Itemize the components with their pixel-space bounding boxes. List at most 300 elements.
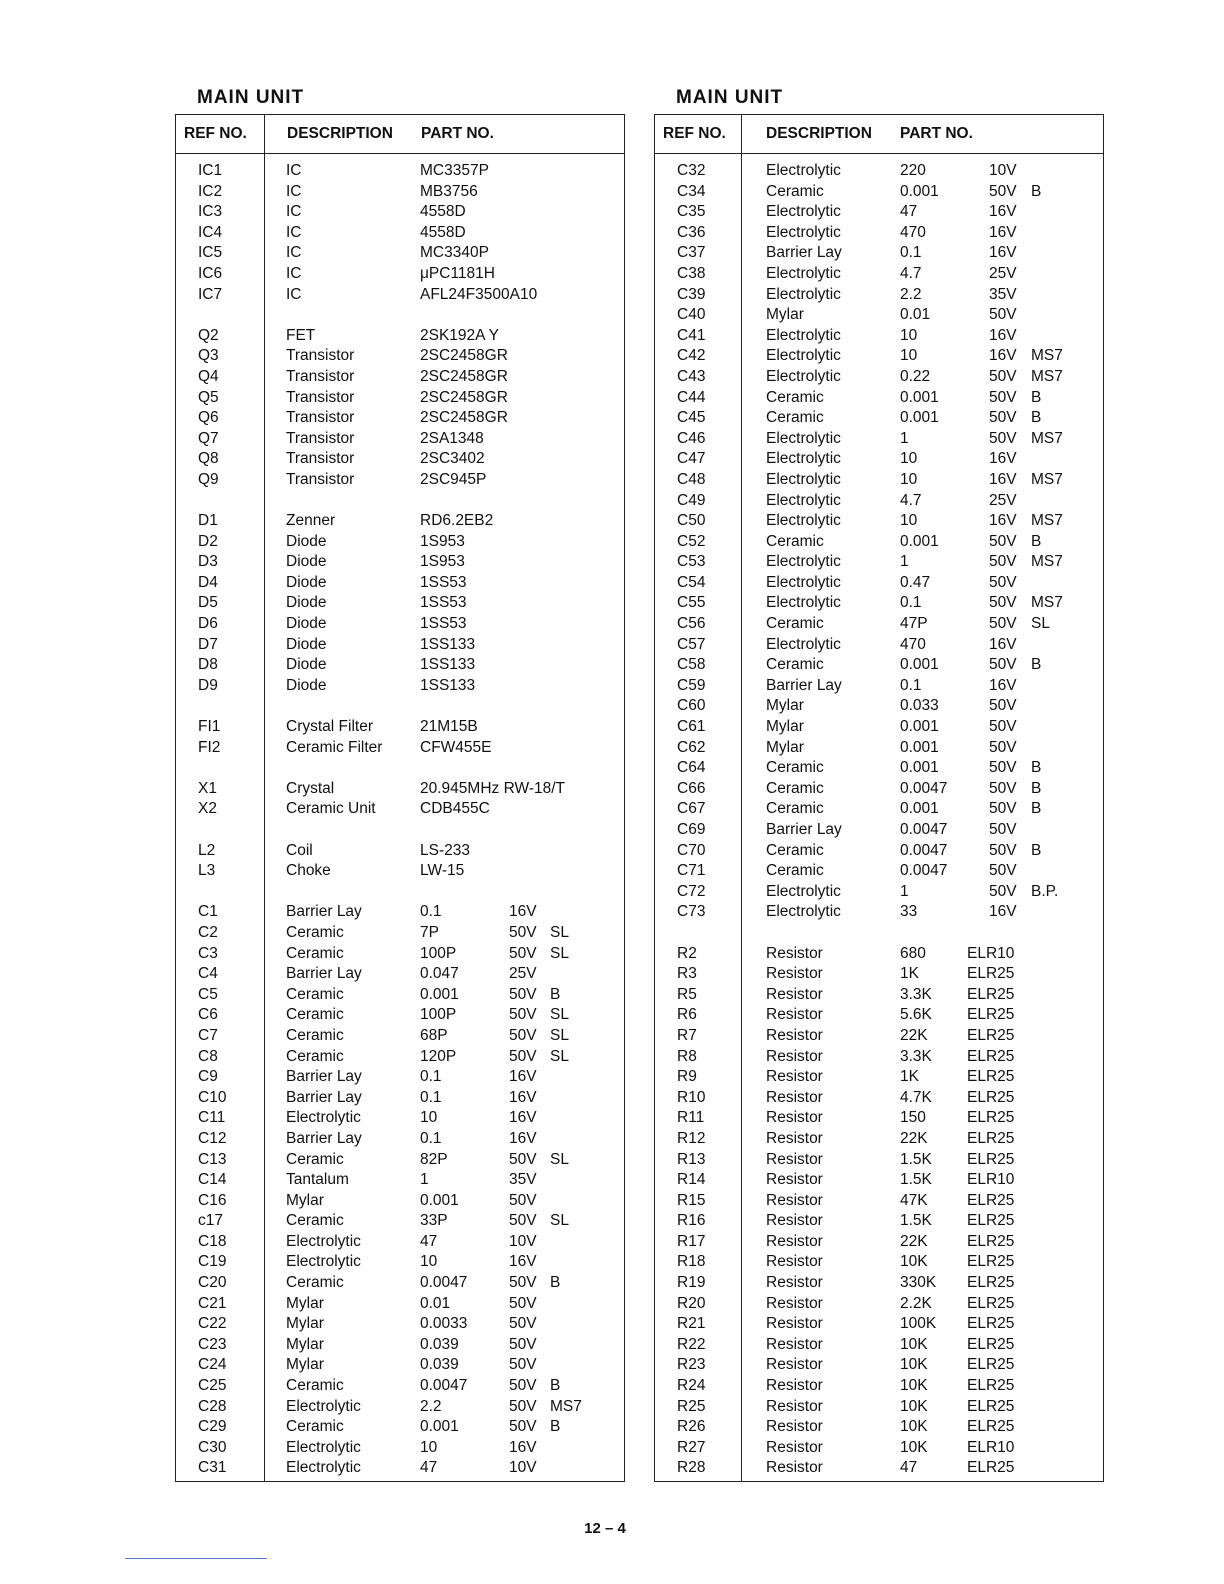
rating-cell: 50V — [509, 1047, 537, 1065]
table-row — [176, 1397, 624, 1418]
table-row — [176, 511, 624, 532]
right-table-header — [655, 115, 1103, 154]
ref-no-cell: C37 — [677, 244, 706, 262]
description-cell: Resistor — [766, 1294, 823, 1312]
part-no-cell: 2.2 — [420, 1397, 442, 1415]
part-no-cell: 0.0047 — [900, 779, 948, 797]
ref-no-cell: Q7 — [198, 429, 219, 447]
part-no-cell: 10K — [900, 1377, 928, 1395]
ref-no-cell: R11 — [677, 1109, 705, 1127]
type-cell: B — [550, 1418, 561, 1436]
right-table-rows — [655, 161, 1103, 1479]
table-row — [655, 614, 1103, 635]
table-row — [655, 511, 1103, 532]
description-cell: Resistor — [766, 1356, 823, 1374]
ref-no-cell: D8 — [198, 656, 218, 674]
table-row — [176, 799, 624, 820]
description-cell: Electrolytic — [766, 162, 841, 179]
table-row — [655, 738, 1103, 759]
part-no-cell: 2.2K — [900, 1294, 932, 1312]
rating-cell: 50V — [509, 1294, 537, 1312]
ref-no-cell: R17 — [677, 1232, 706, 1250]
part-no-cell: 1SS53 — [420, 615, 467, 633]
rating-cell: 50V — [989, 594, 1017, 612]
table-row — [655, 1170, 1103, 1191]
part-no-cell: 47 — [420, 1459, 438, 1477]
description-cell: Electrolytic — [286, 1232, 361, 1250]
ref-no-cell: FI2 — [198, 738, 221, 756]
ref-no-cell: C25 — [198, 1377, 227, 1395]
ref-no-cell: C73 — [677, 903, 706, 921]
rating-cell: 50V — [989, 697, 1017, 715]
ref-no-cell: C61 — [677, 718, 706, 736]
ref-no-cell: Q5 — [198, 388, 219, 406]
table-row — [176, 635, 624, 656]
rating-cell: 50V — [989, 738, 1017, 756]
rating-cell: 50V — [509, 1006, 537, 1024]
description-cell: Mylar — [286, 1335, 324, 1353]
description-cell: Ceramic — [286, 1150, 344, 1168]
description-cell: IC — [286, 182, 302, 200]
description-cell: Electrolytic — [766, 264, 841, 282]
table-row — [176, 449, 624, 470]
ref-no-cell: R25 — [677, 1397, 706, 1415]
part-no-cell: 0.001 — [900, 532, 939, 550]
description-cell: Transistor — [286, 429, 355, 447]
description-cell: Electrolytic — [286, 1253, 361, 1271]
ref-no-cell: D2 — [198, 532, 218, 550]
description-cell: Resistor — [766, 1047, 823, 1065]
right-unit-title: MAIN UNIT — [676, 87, 784, 108]
table-row — [176, 429, 624, 450]
ref-no-cell: R5 — [677, 985, 697, 1003]
description-cell: Resistor — [766, 1150, 823, 1168]
rating-cell: 16V — [989, 244, 1017, 262]
part-no-cell: 1 — [900, 553, 909, 571]
ref-no-cell: R22 — [677, 1335, 706, 1353]
part-no-cell: 220 — [900, 162, 926, 179]
table-row — [176, 655, 624, 676]
table-row — [176, 285, 624, 306]
table-row — [176, 1005, 624, 1026]
ref-no-cell: C44 — [677, 388, 706, 406]
table-row — [655, 779, 1103, 800]
part-no-cell: 10K — [900, 1397, 928, 1415]
part-no-cell: 47 — [420, 1232, 438, 1250]
description-cell: Diode — [286, 615, 327, 633]
part-no-cell: 0.1 — [900, 594, 922, 612]
part-no-cell: 47 — [900, 203, 918, 221]
ref-no-cell: C67 — [677, 800, 706, 818]
part-no-cell: 10K — [900, 1253, 928, 1271]
table-row — [176, 182, 624, 203]
part-no-cell: 1SS133 — [420, 635, 476, 653]
table-row — [176, 243, 624, 264]
table-row — [176, 326, 624, 347]
part-no-cell: MC3340P — [420, 244, 489, 262]
part-no-cell: 10 — [420, 1109, 438, 1127]
description-cell: Ceramic — [286, 1047, 344, 1065]
ref-no-cell: C10 — [198, 1088, 227, 1106]
ref-no-cell: C8 — [198, 1047, 218, 1065]
table-row — [655, 491, 1103, 512]
ref-no-cell: c17 — [198, 1212, 223, 1230]
part-no-cell: 10 — [420, 1253, 438, 1271]
ref-no-cell: IC7 — [198, 285, 223, 303]
table-row — [655, 882, 1103, 903]
part-no-cell: 2SC2458GR — [420, 347, 508, 365]
table-row — [655, 285, 1103, 306]
ref-no-cell: IC4 — [198, 223, 223, 241]
part-no-cell: LW-15 — [420, 862, 465, 880]
ref-no-cell: R8 — [677, 1047, 697, 1065]
rating-cell: 50V — [509, 1150, 537, 1168]
part-no-cell: 4558D — [420, 223, 466, 241]
part-no-cell: 0.033 — [900, 697, 939, 715]
part-no-cell: 470 — [900, 223, 926, 241]
rating-cell: 25V — [989, 264, 1017, 282]
description-cell: IC — [286, 264, 302, 282]
ref-no-cell: C41 — [677, 326, 706, 344]
ref-no-cell: D5 — [198, 594, 218, 612]
part-no-cell: 100P — [420, 1006, 457, 1024]
description-cell: IC — [286, 244, 302, 262]
table-row — [176, 491, 624, 512]
rating-cell: 50V — [989, 367, 1017, 385]
rating-cell: 16V — [509, 1088, 537, 1106]
ref-no-cell: Q8 — [198, 450, 219, 468]
ref-no-cell: C36 — [677, 223, 706, 241]
ref-no-cell: R6 — [677, 1006, 697, 1024]
table-row — [655, 182, 1103, 203]
part-no-cell: 0.01 — [420, 1294, 451, 1312]
part-no-cell: 3.3K — [900, 1047, 932, 1065]
description-header: DESCRIPTION — [287, 125, 393, 142]
table-row — [655, 902, 1103, 923]
part-no-cell: 22K — [900, 1026, 928, 1044]
rating-cell: 50V — [989, 862, 1017, 880]
table-row — [655, 367, 1103, 388]
ref-no-cell: R10 — [677, 1088, 706, 1106]
description-cell: Electrolytic — [766, 573, 841, 591]
rating-cell: ELR25 — [967, 1232, 1015, 1250]
table-row — [655, 264, 1103, 285]
description-cell: Barrier Lay — [286, 903, 362, 921]
ref-no-cell: R19 — [677, 1274, 706, 1292]
part-no-cell: 100P — [420, 944, 457, 962]
table-row — [176, 1273, 624, 1294]
right-parts-table — [654, 114, 1104, 1482]
ref-no-cell: C64 — [677, 759, 706, 777]
ref-no-cell: C70 — [677, 841, 706, 859]
rating-cell: 50V — [989, 306, 1017, 324]
rating-cell: 35V — [989, 285, 1017, 303]
rating-cell: 16V — [989, 326, 1017, 344]
table-row — [176, 1335, 624, 1356]
table-row — [176, 1026, 624, 1047]
ref-no-cell: C14 — [198, 1171, 227, 1189]
part-no-cell: 1SS53 — [420, 594, 467, 612]
description-cell: Resistor — [766, 1274, 823, 1292]
rating-cell: 50V — [989, 553, 1017, 571]
description-cell: Electrolytic — [286, 1459, 361, 1477]
ref-no-cell: C19 — [198, 1253, 227, 1271]
description-cell: Coil — [286, 841, 313, 859]
rating-cell: 50V — [509, 923, 537, 941]
table-row — [655, 470, 1103, 491]
ref-no-cell: R28 — [677, 1459, 706, 1477]
ref-no-header: REF NO. — [184, 125, 247, 142]
description-cell: Ceramic — [766, 532, 824, 550]
table-row — [655, 449, 1103, 470]
table-row — [176, 532, 624, 553]
table-row — [655, 388, 1103, 409]
ref-no-cell: C43 — [677, 367, 706, 385]
rating-cell: 10V — [509, 1232, 537, 1250]
description-cell: Electrolytic — [766, 429, 841, 447]
table-row — [655, 593, 1103, 614]
description-cell: Resistor — [766, 1315, 823, 1333]
ref-no-cell: C23 — [198, 1335, 227, 1353]
type-cell: B — [1031, 841, 1042, 859]
description-cell: Barrier Lay — [286, 1129, 362, 1147]
rating-cell: ELR25 — [967, 1191, 1015, 1209]
rating-cell: ELR25 — [967, 1026, 1015, 1044]
rating-cell: 16V — [989, 512, 1017, 530]
type-cell: SL — [550, 923, 569, 941]
description-cell: Resistor — [766, 1253, 823, 1271]
description-cell: Electrolytic — [766, 367, 841, 385]
rating-cell: 50V — [989, 841, 1017, 859]
description-cell: IC — [286, 203, 302, 221]
rating-cell: ELR25 — [967, 1109, 1015, 1127]
ref-no-cell: FI1 — [198, 718, 221, 736]
part-no-cell: 0.1 — [420, 903, 442, 921]
rating-cell: 50V — [509, 1356, 537, 1374]
table-row — [655, 326, 1103, 347]
description-cell: Resistor — [766, 1459, 823, 1477]
part-no-cell: 0.0047 — [900, 841, 948, 859]
table-row — [655, 758, 1103, 779]
table-row — [655, 1376, 1103, 1397]
ref-no-cell: C6 — [198, 1006, 218, 1024]
footer-rule — [125, 1558, 267, 1559]
type-cell: B — [550, 985, 561, 1003]
description-cell: Ceramic — [766, 615, 824, 633]
description-cell: Ceramic — [286, 1006, 344, 1024]
table-row — [176, 1211, 624, 1232]
description-cell: Electrolytic — [766, 553, 841, 571]
part-no-cell: 1 — [900, 429, 909, 447]
ref-no-cell: C35 — [677, 203, 706, 221]
type-cell: B — [1031, 388, 1042, 406]
rating-cell: 50V — [989, 409, 1017, 427]
table-row — [655, 1047, 1103, 1068]
table-row — [176, 944, 624, 965]
ref-no-cell: IC6 — [198, 264, 223, 282]
table-row — [176, 367, 624, 388]
rating-cell: ELR25 — [967, 1377, 1015, 1395]
table-row — [655, 573, 1103, 594]
description-cell: Diode — [286, 573, 327, 591]
ref-no-cell: C9 — [198, 1068, 218, 1086]
type-cell: MS7 — [1031, 512, 1063, 530]
ref-no-cell: C62 — [677, 738, 706, 756]
ref-no-cell: C40 — [677, 306, 706, 324]
description-cell: Ceramic — [766, 656, 824, 674]
type-cell: B — [1031, 800, 1042, 818]
ref-no-cell: C46 — [677, 429, 706, 447]
description-cell: Barrier Lay — [766, 244, 842, 262]
part-no-cell: 10 — [900, 347, 918, 365]
ref-no-cell: C52 — [677, 532, 706, 550]
table-row — [655, 1273, 1103, 1294]
ref-no-cell: C53 — [677, 553, 706, 571]
part-no-cell: 47 — [900, 1459, 918, 1477]
rating-cell: 50V — [989, 615, 1017, 633]
rating-cell: 50V — [989, 821, 1017, 838]
type-cell: B — [1031, 656, 1042, 674]
part-no-cell: 0.001 — [420, 985, 459, 1003]
rating-cell: ELR25 — [967, 1274, 1015, 1292]
table-row — [655, 532, 1103, 553]
ref-no-cell: C12 — [198, 1129, 227, 1147]
ref-no-cell: L2 — [198, 841, 216, 859]
rating-cell: 16V — [989, 635, 1017, 653]
rating-cell: 16V — [509, 1109, 537, 1127]
table-row — [655, 1335, 1103, 1356]
rating-cell: 16V — [989, 223, 1017, 241]
part-no-cell: 0.001 — [900, 388, 939, 406]
ref-no-cell: D4 — [198, 573, 218, 591]
description-cell: Mylar — [766, 306, 804, 324]
ref-no-cell: R21 — [677, 1315, 706, 1333]
ref-no-header: REF NO. — [663, 125, 726, 142]
table-row — [655, 1417, 1103, 1438]
part-no-cell: 2SC2458GR — [420, 388, 508, 406]
table-row — [655, 1211, 1103, 1232]
description-cell: Diode — [286, 635, 327, 653]
ref-no-cell: C45 — [677, 409, 706, 427]
ref-no-cell: IC2 — [198, 182, 223, 200]
rating-cell: 50V — [989, 182, 1017, 200]
part-no-cell: 4.7 — [900, 264, 922, 282]
description-cell: Zenner — [286, 512, 336, 530]
type-cell: B — [550, 1377, 561, 1395]
rating-cell: 16V — [509, 1438, 537, 1456]
description-cell: Electrolytic — [766, 326, 841, 344]
ref-no-cell: C72 — [677, 882, 706, 900]
table-row — [655, 1314, 1103, 1335]
description-cell: IC — [286, 223, 302, 241]
part-no-cell: CFW455E — [420, 738, 492, 756]
table-row — [655, 655, 1103, 676]
description-cell: Electrolytic — [766, 203, 841, 221]
ref-no-cell: R12 — [677, 1129, 706, 1147]
ref-no-cell: C42 — [677, 347, 706, 365]
table-row — [176, 861, 624, 882]
ref-no-cell: C5 — [198, 985, 218, 1003]
rating-cell: 16V — [989, 203, 1017, 221]
ref-no-cell: C48 — [677, 470, 706, 488]
description-cell: Resistor — [766, 1418, 823, 1436]
ref-no-cell: C28 — [198, 1397, 227, 1415]
part-no-cell: 10K — [900, 1356, 928, 1374]
ref-no-cell: C66 — [677, 779, 706, 797]
type-cell: SL — [1031, 615, 1050, 633]
table-row — [176, 1088, 624, 1109]
part-no-cell: 1SS133 — [420, 676, 476, 694]
type-cell: MS7 — [550, 1397, 582, 1415]
table-row — [176, 1355, 624, 1376]
rating-cell: 16V — [509, 1068, 537, 1086]
table-row — [655, 161, 1103, 182]
ref-no-cell: C39 — [677, 285, 706, 303]
rating-cell: 50V — [509, 944, 537, 962]
part-no-cell: 20.945MHz RW-18/T — [420, 779, 566, 797]
table-row — [176, 696, 624, 717]
ref-no-cell: C54 — [677, 573, 706, 591]
table-row — [176, 738, 624, 759]
rating-cell: 50V — [989, 882, 1017, 900]
table-row — [655, 964, 1103, 985]
ref-no-cell: IC1 — [198, 162, 223, 179]
ref-no-cell: Q4 — [198, 367, 219, 385]
ref-no-cell: C69 — [677, 821, 706, 838]
table-row — [655, 408, 1103, 429]
part-no-cell: 22K — [900, 1129, 928, 1147]
right-parts-panel — [654, 86, 1104, 1482]
description-cell: Ceramic — [286, 1418, 344, 1436]
ref-no-cell: C31 — [198, 1459, 227, 1477]
description-cell: Mylar — [286, 1191, 324, 1209]
ref-no-cell: C20 — [198, 1274, 227, 1292]
ref-no-cell: C24 — [198, 1356, 227, 1374]
description-cell: Ceramic Filter — [286, 738, 383, 756]
table-row — [176, 779, 624, 800]
description-header: DESCRIPTION — [766, 125, 872, 142]
description-cell: Ceramic — [286, 1377, 344, 1395]
table-row — [176, 264, 624, 285]
rating-cell: ELR25 — [967, 1356, 1015, 1374]
ref-no-cell: R26 — [677, 1418, 706, 1436]
rating-cell: 50V — [509, 985, 537, 1003]
table-row — [176, 1067, 624, 1088]
rating-cell: ELR25 — [967, 1047, 1015, 1065]
ref-no-cell: R14 — [677, 1171, 706, 1189]
table-row — [655, 429, 1103, 450]
description-cell: Diode — [286, 532, 327, 550]
part-no-cell: RD6.2EB2 — [420, 512, 494, 530]
table-row — [176, 1170, 624, 1191]
part-no-cell: 0.1 — [900, 244, 922, 262]
part-no-cell: 10 — [900, 470, 918, 488]
ref-no-cell: C38 — [677, 264, 706, 282]
description-cell: Transistor — [286, 470, 355, 488]
ref-no-cell: IC3 — [198, 203, 223, 221]
ref-no-cell: C7 — [198, 1026, 218, 1044]
description-cell: Mylar — [286, 1315, 324, 1333]
description-cell: Electrolytic — [766, 223, 841, 241]
description-cell: Resistor — [766, 1397, 823, 1415]
table-row — [655, 1067, 1103, 1088]
part-no-cell: 0.039 — [420, 1335, 459, 1353]
table-row — [176, 923, 624, 944]
description-cell: Ceramic — [766, 409, 824, 427]
rating-cell: 16V — [989, 450, 1017, 468]
description-cell: Electrolytic — [766, 450, 841, 468]
left-unit-title: MAIN UNIT — [197, 87, 305, 108]
